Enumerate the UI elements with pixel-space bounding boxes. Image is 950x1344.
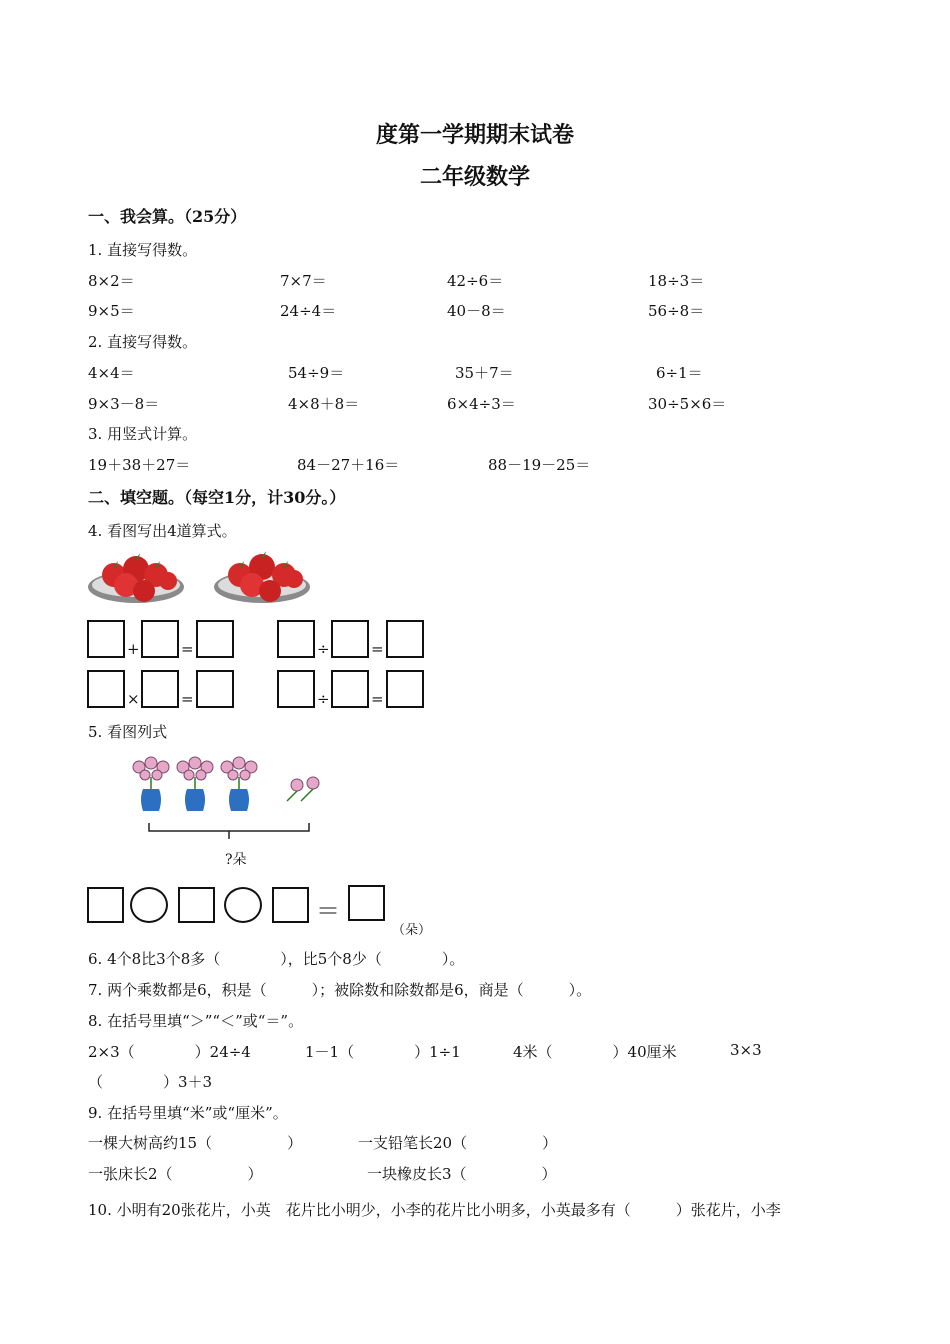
q4-answer-box[interactable] [196, 620, 234, 658]
q2-r1-c3: 35＋7＝ [455, 364, 514, 382]
q4-answer-box[interactable] [331, 620, 369, 658]
q3-item-2: 84－27＋16＝ [297, 456, 400, 474]
q4-answer-box[interactable] [386, 670, 424, 708]
vase-1 [133, 757, 169, 811]
q3-item-1: 19＋38＋27＝ [88, 456, 191, 474]
q2-r1-c1: 4×4＝ [88, 364, 135, 382]
paper-subtitle: 二年级数学 [419, 164, 530, 190]
vase-2 [177, 757, 213, 811]
q9-item-1: 一棵大树高约15（ ） [88, 1134, 303, 1152]
q1-r2-c2: 24÷4＝ [280, 302, 337, 320]
section1-heading: 一、我会算。（25分） [88, 207, 247, 226]
q8-item-4-cont: （ ）3＋3 [88, 1073, 213, 1091]
q2-label: 2. 直接写得数。 [88, 333, 198, 351]
q1-r2-c3: 40－8＝ [447, 302, 506, 320]
q9-item-2: 一支铅笔长20（ ） [358, 1134, 558, 1152]
q1-label: 1. 直接写得数。 [88, 241, 198, 259]
q1-r2-c4: 56÷8＝ [648, 302, 705, 320]
section2-heading: 二、填空题。（每空1分，计30分。） [88, 488, 346, 507]
q2-r1-c2: 54÷9＝ [288, 364, 345, 382]
strawberry-plates-image [86, 545, 316, 613]
q4-op: = [371, 690, 384, 708]
q4-op: × [127, 690, 140, 708]
loose-flowers [287, 777, 319, 801]
q8-item-2: 1－1（ ）1÷1 [305, 1043, 461, 1061]
q4-label: 4. 看图写出4道算式。 [88, 522, 237, 540]
q8-item-1: 2×3（ ）24÷4 [88, 1043, 251, 1061]
q8-item-3: 4米（ ）40厘米 [513, 1043, 677, 1061]
q4-answer-box[interactable] [277, 670, 315, 708]
q5-question-mark: ?朵 [225, 852, 247, 868]
q10-text: 10. 小明有20张花片，小英 花片比小明少，小李的花片比小明多，小英最多有（ ）张花片，小李 [88, 1201, 781, 1219]
brace [149, 823, 309, 839]
q2-r1-c4: 6÷1＝ [656, 364, 703, 382]
q4-answer-box[interactable] [87, 620, 125, 658]
q2-r2-c3: 6×4÷3＝ [447, 395, 516, 413]
q4-answer-box[interactable] [386, 620, 424, 658]
q1-r1-c3: 42÷6＝ [447, 272, 504, 290]
q8-label: 8. 在括号里填“＞”“＜”或“＝”。 [88, 1012, 304, 1030]
q5-operator-circle[interactable] [130, 887, 168, 923]
q5-unit: （朵） [392, 923, 432, 938]
q4-answer-box[interactable] [141, 620, 179, 658]
paper-title: 度第一学期期末试卷 [375, 122, 574, 148]
q3-label: 3. 用竖式计算。 [88, 425, 198, 443]
q4-op: = [371, 640, 384, 658]
q1-r1-c2: 7×7＝ [280, 272, 327, 290]
q4-op: = [181, 640, 194, 658]
strawberry-plate-1 [88, 553, 184, 603]
q1-r1-c4: 18÷3＝ [648, 272, 705, 290]
q7-text: 7. 两个乘数都是6，积是（ ）；被除数和除数都是6，商是（ ）。 [88, 981, 592, 999]
q5-label: 5. 看图列式 [88, 723, 168, 741]
q4-answer-box[interactable] [87, 670, 125, 708]
vase-3 [221, 757, 257, 811]
q5-equals: ＝ [316, 897, 340, 925]
q4-answer-box[interactable] [331, 670, 369, 708]
q3-item-3: 88－19－25＝ [488, 456, 591, 474]
q5-answer-box[interactable] [348, 885, 385, 921]
strawberry-plate-2 [214, 551, 310, 603]
q8-item-4: 3×3 [730, 1041, 762, 1059]
q6-text: 6. 4个8比3个8多（ ），比5个8少（ ）。 [88, 950, 465, 968]
q9-label: 9. 在括号里填“米”或“厘米”。 [88, 1104, 288, 1122]
q4-op: = [181, 690, 194, 708]
q2-r2-c2: 4×8＋8＝ [288, 395, 360, 413]
q9-item-3: 一张床长2（ ） [88, 1165, 263, 1183]
q4-op: + [127, 640, 140, 658]
flower-vases-image [125, 755, 335, 845]
q2-r2-c4: 30÷5×6＝ [648, 395, 727, 413]
q9-item-4: 一块橡皮长3（ ） [367, 1165, 557, 1183]
q4-answer-box[interactable] [141, 670, 179, 708]
q4-answer-box[interactable] [196, 670, 234, 708]
q5-answer-box[interactable] [87, 887, 124, 923]
q1-r1-c1: 8×2＝ [88, 272, 135, 290]
q1-r2-c1: 9×5＝ [88, 302, 135, 320]
q5-answer-box[interactable] [272, 887, 309, 923]
q5-operator-circle[interactable] [224, 887, 262, 923]
q4-op: ÷ [317, 690, 330, 708]
q4-answer-box[interactable] [277, 620, 315, 658]
q2-r2-c1: 9×3－8＝ [88, 395, 160, 413]
q5-answer-box[interactable] [178, 887, 215, 923]
q4-op: ÷ [317, 640, 330, 658]
